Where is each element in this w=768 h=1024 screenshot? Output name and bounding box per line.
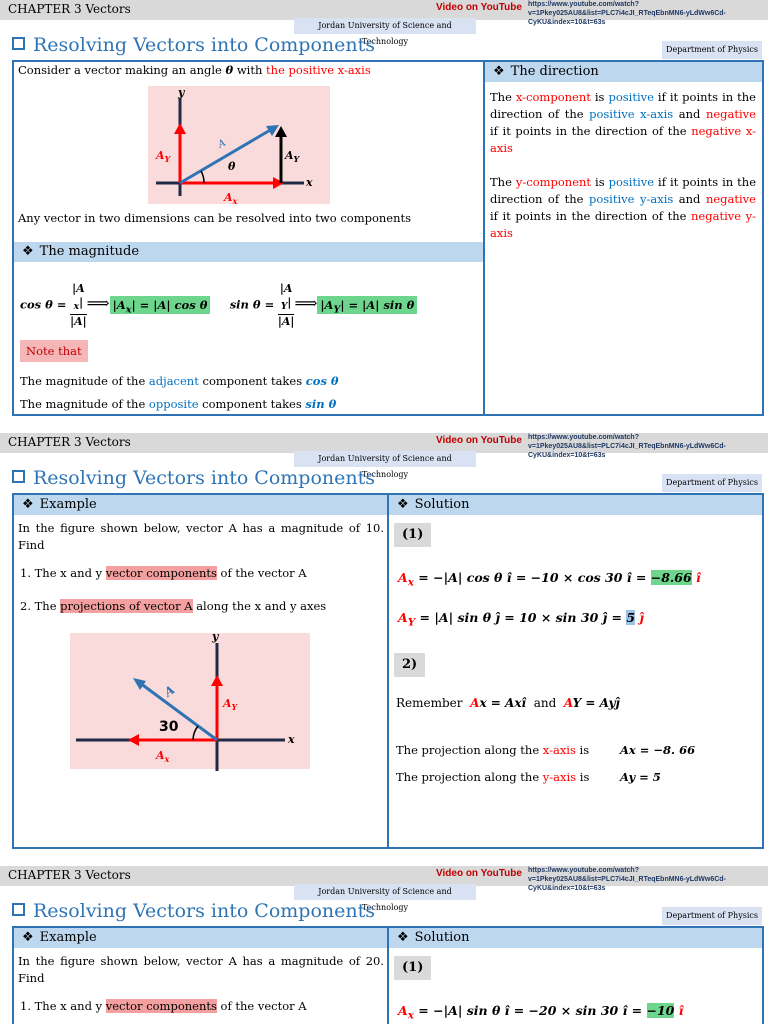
ay-arrowhead — [211, 675, 223, 686]
ax-arrowhead — [128, 734, 139, 746]
ax-equation: $A_x = -|A|$ sin θ î = −20 × sin 30 î = −10 î — [398, 1003, 684, 1022]
example-header: ❖ Example — [14, 928, 387, 948]
university-label: Jordan University of Science and Technology — [294, 451, 476, 467]
a-vector-line — [180, 129, 272, 183]
direction-x-text: The x-component is positive if it points in the direction of the positive x-axis and negative if it points in the direction of the negative x-axis — [490, 90, 756, 155]
column-divider — [483, 60, 485, 416]
magnitude-header: ❖ The magnitude — [14, 242, 483, 262]
intro-text: Consider a vector making an angle θ with the positive x-axis — [18, 63, 371, 77]
fig-a-label: A — [216, 137, 228, 151]
chapter-label: CHAPTER 3 Vectors — [8, 868, 131, 882]
note-label: Note that — [20, 340, 88, 362]
any-vector-text: Any vector in two dimensions can be resolved into two components — [18, 211, 412, 225]
fig-y-label: y — [178, 86, 185, 99]
university-label: Jordan University of Science and Technology — [294, 18, 476, 34]
ax-equation: $A_x = -|A|$ cos θ î = −10 × cos 30 î = −8.66 î — [398, 570, 701, 589]
department-label: Department of Physics — [662, 474, 762, 492]
diamond-bullet-icon: ❖ — [22, 930, 34, 945]
direction-header: ❖ The direction — [485, 62, 762, 82]
a-arrowhead — [133, 678, 146, 690]
solution-header: ❖ Solution — [389, 928, 762, 948]
youtube-url[interactable]: https://www.youtube.com/watch?v=1Pkey025AU8&list=PLC7i4cJI_RTeqEbnMN6-yLdWw6Cd-CyKU&index=10&t=63s — [528, 867, 726, 892]
adjacent-text: The magnitude of the adjacent component takes cos θ — [20, 374, 339, 388]
vector-figure — [148, 86, 330, 204]
problem-text: In the figure shown below, vector A has a magnitude of 10. Find — [18, 521, 384, 552]
university-label: Jordan University of Science and Technology — [294, 884, 476, 900]
problem-item-1: 1. The x and y vector components of the vector A — [20, 566, 307, 580]
youtube-link[interactable]: Video on YouTube — [436, 435, 522, 446]
youtube-link[interactable]: Video on YouTube — [436, 2, 522, 13]
fig-ay-label: $A_Y$ — [223, 697, 238, 712]
youtube-url[interactable]: https://www.youtube.com/watch?v=1Pkey025AU8&list=PLC7i4cJI_RTeqEbnMN6-yLdWw6Cd-CyKU&index=10&t=63s — [528, 434, 726, 459]
step-1-label: (1) — [394, 956, 431, 980]
slide-title: Resolving Vectors into Components — [12, 900, 375, 922]
problem-item-1: 1. The x and y vector components of the vector A — [20, 999, 307, 1013]
fig-y-label: y — [212, 631, 219, 643]
slide-title: Resolving Vectors into Components — [12, 467, 375, 489]
fig-ay-label: $A_Y$ — [156, 149, 171, 164]
a-vector-line — [140, 683, 217, 740]
department-label: Department of Physics — [662, 41, 762, 59]
diamond-bullet-icon: ❖ — [22, 244, 34, 259]
fig-ay-shift-label: $A_Y$ — [285, 149, 300, 164]
opposite-text: The magnitude of the opposite component takes sin θ — [20, 397, 337, 411]
example-header: ❖ Example — [14, 495, 387, 515]
solution-header: ❖ Solution — [389, 495, 762, 515]
slide-2 — [0, 433, 768, 867]
ay-arrowhead — [174, 123, 186, 134]
ay-equation: $A_Y = |A|$ sin θ ĵ = 10 × sin 30 ĵ = 5 ĵ — [398, 610, 644, 629]
youtube-link[interactable]: Video on YouTube — [436, 868, 522, 879]
diamond-bullet-icon: ❖ — [493, 64, 505, 79]
direction-y-text: The y-component is positive if it points in the direction of the positive y-axis and negative if it points in the direction of the negative y-axis — [490, 175, 757, 240]
remember-text: Remember Ax = Axî and AY = Ayĵ — [396, 696, 620, 710]
projection-y-value: Ay = 5 — [620, 770, 661, 784]
department-label: Department of Physics — [662, 907, 762, 925]
projection-y-text: The projection along the y-axis is — [396, 770, 590, 784]
fig-angle-label: 30 — [159, 719, 179, 735]
projection-x-text: The projection along the x-axis is — [396, 743, 590, 757]
step-1-label: (1) — [394, 523, 431, 547]
angle-arc — [193, 726, 198, 740]
fig-a-label: A — [161, 682, 178, 700]
problem-item-2: 2. The projections of vector A along the x and y axes — [20, 599, 327, 613]
problem-text: In the figure shown below, vector A has a magnitude of 20. Find — [18, 954, 384, 985]
fig-ax-label: $A_x$ — [156, 749, 170, 764]
checkbox-icon — [12, 903, 25, 916]
slide-title: Resolving Vectors into Components — [12, 34, 375, 56]
checkbox-icon — [12, 470, 25, 483]
fig-x-label: x — [288, 733, 295, 746]
fig-x-label: x — [306, 176, 313, 189]
angle-arc — [201, 171, 204, 183]
checkbox-icon — [12, 37, 25, 50]
chapter-label: CHAPTER 3 Vectors — [8, 435, 131, 449]
column-divider — [387, 493, 389, 849]
step-2-label: 2) — [394, 653, 425, 677]
chapter-label: CHAPTER 3 Vectors — [8, 2, 131, 16]
vector-figure — [40, 631, 320, 775]
projection-x-value: Ax = −8. 66 — [620, 743, 696, 757]
fig-ax-label: $A_x$ — [224, 191, 238, 204]
magnitude-equation: cos θ = |A $_x$| |A| ⟹ $|A_x| = |A|$ cos θ sin θ = |A $_Y$| |A| ⟹ $|A_Y| = |A|$ sin θ — [20, 282, 417, 329]
diamond-bullet-icon: ❖ — [397, 497, 409, 512]
diamond-bullet-icon: ❖ — [22, 497, 34, 512]
diamond-bullet-icon: ❖ — [397, 930, 409, 945]
youtube-url[interactable]: https://www.youtube.com/watch?v=1Pkey025AU8&list=PLC7i4cJI_RTeqEbnMN6-yLdWw6Cd-CyKU&index=10&t=63s — [528, 1, 726, 26]
fig-theta-label: θ — [228, 160, 236, 173]
slide-1 — [0, 0, 768, 434]
slide-3 — [0, 866, 768, 1024]
